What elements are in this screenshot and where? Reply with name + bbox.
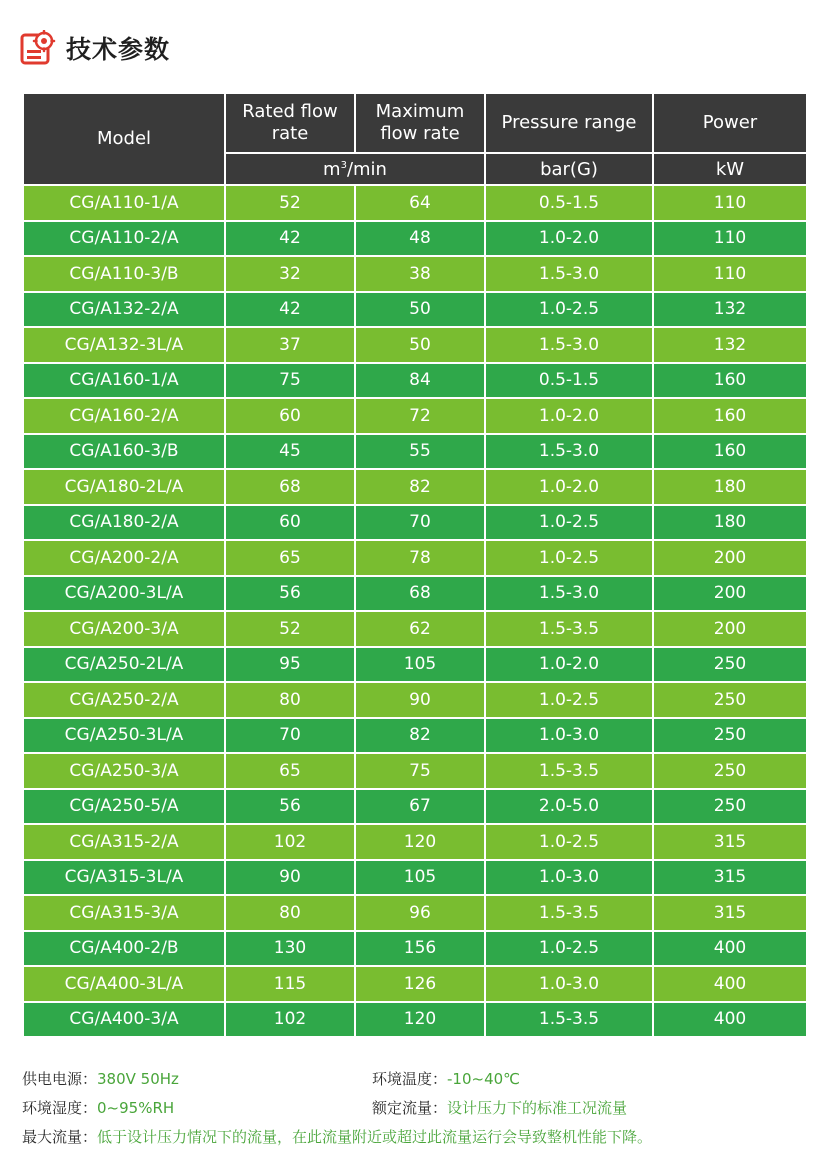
- cell-power: 110: [653, 256, 807, 292]
- cell-power: 200: [653, 576, 807, 612]
- table-row: [23, 540, 807, 576]
- cell-max: 82: [355, 718, 485, 754]
- table-row: [23, 292, 807, 328]
- cell-rated: 37: [225, 327, 355, 363]
- col-header-model: Model: [23, 93, 225, 185]
- cell-max: 64: [355, 185, 485, 221]
- cell-model: CG/A250-3/A: [23, 753, 225, 789]
- table-row: [23, 505, 807, 541]
- cell-rated: 52: [225, 611, 355, 647]
- table-row: [23, 682, 807, 718]
- cell-model: CG/A132-2/A: [23, 292, 225, 328]
- cell-model: CG/A200-3L/A: [23, 576, 225, 612]
- cell-max: 84: [355, 363, 485, 399]
- table-row: [23, 611, 807, 647]
- table-row: [23, 256, 807, 292]
- cell-rated: 102: [225, 824, 355, 860]
- cell-model: CG/A315-2/A: [23, 824, 225, 860]
- cell-power: 180: [653, 505, 807, 541]
- table-row: [23, 576, 807, 612]
- col-header-rated-flow-text: Rated flow rate: [242, 101, 338, 144]
- cell-model: CG/A250-2/A: [23, 682, 225, 718]
- cell-model: CG/A160-3/B: [23, 434, 225, 470]
- cell-model: CG/A180-2/A: [23, 505, 225, 541]
- cell-power: 315: [653, 824, 807, 860]
- cell-power: 315: [653, 860, 807, 896]
- section-header: [20, 28, 170, 68]
- cell-model: CG/A110-1/A: [23, 185, 225, 221]
- cell-rated: 90: [225, 860, 355, 896]
- spec-table: [22, 92, 808, 1038]
- cell-pressure: 1.0-2.0: [485, 469, 653, 505]
- cell-pressure: 1.0-2.0: [485, 221, 653, 257]
- unit-flow-sup: 3: [340, 159, 347, 171]
- cell-max: 96: [355, 895, 485, 931]
- note-rated-flow-label: 额定流量：: [372, 1099, 448, 1117]
- cell-max: 82: [355, 469, 485, 505]
- cell-pressure: 1.5-3.0: [485, 434, 653, 470]
- cell-pressure: 1.5-3.5: [485, 1002, 653, 1038]
- cell-rated: 42: [225, 292, 355, 328]
- unit-flow-base: m: [323, 158, 341, 180]
- cell-pressure: 1.5-3.5: [485, 611, 653, 647]
- cell-pressure: 1.5-3.0: [485, 327, 653, 363]
- cell-rated: 102: [225, 1002, 355, 1038]
- cell-max: 50: [355, 327, 485, 363]
- table-row: [23, 860, 807, 896]
- cell-pressure: 1.0-2.5: [485, 540, 653, 576]
- note-max-flow-label: 最大流量：: [22, 1128, 98, 1146]
- table-row: [23, 434, 807, 470]
- table-row: [23, 327, 807, 363]
- cell-model: CG/A400-3L/A: [23, 966, 225, 1002]
- table-row: [23, 753, 807, 789]
- cell-rated: 32: [225, 256, 355, 292]
- cell-max: 72: [355, 398, 485, 434]
- col-header-pressure: Pressure range: [485, 93, 653, 153]
- cell-power: 250: [653, 682, 807, 718]
- note-humidity-label: 环境湿度：: [22, 1099, 98, 1117]
- cell-pressure: 1.5-3.0: [485, 576, 653, 612]
- note-humidity: [22, 1097, 174, 1118]
- cell-max: 70: [355, 505, 485, 541]
- cell-max: 67: [355, 789, 485, 825]
- note-power-supply-value: 380V 50Hz: [97, 1070, 179, 1088]
- cell-pressure: 1.0-2.0: [485, 398, 653, 434]
- cell-model: CG/A200-2/A: [23, 540, 225, 576]
- cell-rated: 60: [225, 398, 355, 434]
- note-power-supply: [22, 1068, 179, 1089]
- cell-pressure: 1.0-3.0: [485, 966, 653, 1002]
- cell-power: 180: [653, 469, 807, 505]
- cell-max: 75: [355, 753, 485, 789]
- table-row: [23, 931, 807, 967]
- note-power-supply-label: 供电电源：: [22, 1070, 98, 1088]
- cell-rated: 130: [225, 931, 355, 967]
- cell-max: 48: [355, 221, 485, 257]
- cell-power: 250: [653, 789, 807, 825]
- cell-rated: 80: [225, 895, 355, 931]
- page-title: 技术参数: [66, 35, 171, 64]
- table-row: [23, 966, 807, 1002]
- col-header-max-flow: [355, 93, 485, 153]
- cell-power: 400: [653, 931, 807, 967]
- cell-power: 160: [653, 398, 807, 434]
- cell-max: 120: [355, 1002, 485, 1038]
- table-row: [23, 398, 807, 434]
- cell-max: 55: [355, 434, 485, 470]
- cell-power: 160: [653, 363, 807, 399]
- cell-power: 200: [653, 540, 807, 576]
- cell-model: CG/A315-3L/A: [23, 860, 225, 896]
- cell-power: 400: [653, 1002, 807, 1038]
- table-row: [23, 718, 807, 754]
- cell-power: 110: [653, 221, 807, 257]
- cell-rated: 70: [225, 718, 355, 754]
- note-rated-flow-value: 设计压力下的标准工况流量: [447, 1099, 628, 1117]
- cell-power: 132: [653, 292, 807, 328]
- cell-power: 250: [653, 718, 807, 754]
- cell-rated: 95: [225, 647, 355, 683]
- cell-pressure: 0.5-1.5: [485, 185, 653, 221]
- settings-document-icon: [20, 30, 56, 66]
- cell-max: 126: [355, 966, 485, 1002]
- cell-model: CG/A400-2/B: [23, 931, 225, 967]
- cell-rated: 65: [225, 753, 355, 789]
- cell-rated: 75: [225, 363, 355, 399]
- cell-rated: 45: [225, 434, 355, 470]
- cell-power: 160: [653, 434, 807, 470]
- cell-rated: 56: [225, 576, 355, 612]
- cell-model: CG/A400-3/A: [23, 1002, 225, 1038]
- cell-model: CG/A250-3L/A: [23, 718, 225, 754]
- cell-power: 250: [653, 647, 807, 683]
- cell-model: CG/A110-3/B: [23, 256, 225, 292]
- table-row: [23, 895, 807, 931]
- unit-pressure: bar(G): [485, 153, 653, 185]
- note-max-flow: [22, 1126, 652, 1147]
- table-row: [23, 221, 807, 257]
- cell-model: CG/A132-3L/A: [23, 327, 225, 363]
- table-row: [23, 363, 807, 399]
- cell-model: CG/A180-2L/A: [23, 469, 225, 505]
- note-humidity-value: 0~95%RH: [97, 1099, 175, 1117]
- table-row: [23, 647, 807, 683]
- col-header-power: Power: [653, 93, 807, 153]
- cell-power: 250: [653, 753, 807, 789]
- cell-rated: 65: [225, 540, 355, 576]
- cell-max: 78: [355, 540, 485, 576]
- col-header-max-flow-text: Maximum flow rate: [375, 101, 465, 144]
- cell-rated: 115: [225, 966, 355, 1002]
- cell-rated: 68: [225, 469, 355, 505]
- cell-model: CG/A250-5/A: [23, 789, 225, 825]
- cell-pressure: 2.0-5.0: [485, 789, 653, 825]
- cell-power: 400: [653, 966, 807, 1002]
- cell-model: CG/A160-2/A: [23, 398, 225, 434]
- cell-max: 105: [355, 647, 485, 683]
- cell-power: 315: [653, 895, 807, 931]
- cell-power: 110: [653, 185, 807, 221]
- cell-pressure: 1.0-3.0: [485, 718, 653, 754]
- cell-pressure: 1.0-2.0: [485, 647, 653, 683]
- cell-pressure: 1.0-2.5: [485, 682, 653, 718]
- cell-max: 90: [355, 682, 485, 718]
- table-row: [23, 789, 807, 825]
- note-max-flow-value: 低于设计压力情况下的流量，在此流量附近或超过此流量运行会导致整机性能下降。: [97, 1128, 653, 1146]
- note-rated-flow: [372, 1097, 627, 1118]
- cell-pressure: 1.0-2.5: [485, 824, 653, 860]
- cell-pressure: 1.0-2.5: [485, 505, 653, 541]
- cell-pressure: 1.0-3.0: [485, 860, 653, 896]
- cell-max: 68: [355, 576, 485, 612]
- cell-rated: 52: [225, 185, 355, 221]
- unit-flow: [225, 153, 485, 185]
- note-ambient-temp: [372, 1068, 520, 1089]
- cell-max: 156: [355, 931, 485, 967]
- cell-model: CG/A200-3/A: [23, 611, 225, 647]
- cell-power: 200: [653, 611, 807, 647]
- cell-pressure: 1.5-3.5: [485, 895, 653, 931]
- cell-power: 132: [653, 327, 807, 363]
- cell-max: 120: [355, 824, 485, 860]
- table-row: [23, 824, 807, 860]
- cell-max: 38: [355, 256, 485, 292]
- cell-pressure: 1.5-3.5: [485, 753, 653, 789]
- cell-model: CG/A110-2/A: [23, 221, 225, 257]
- cell-pressure: 0.5-1.5: [485, 363, 653, 399]
- cell-model: CG/A250-2L/A: [23, 647, 225, 683]
- cell-rated: 56: [225, 789, 355, 825]
- col-header-rated-flow: [225, 93, 355, 153]
- unit-power: kW: [653, 153, 807, 185]
- cell-rated: 80: [225, 682, 355, 718]
- cell-pressure: 1.0-2.5: [485, 931, 653, 967]
- cell-rated: 42: [225, 221, 355, 257]
- note-ambient-temp-label: 环境温度：: [372, 1070, 448, 1088]
- table-row: [23, 469, 807, 505]
- cell-max: 105: [355, 860, 485, 896]
- cell-model: CG/A160-1/A: [23, 363, 225, 399]
- cell-pressure: 1.5-3.0: [485, 256, 653, 292]
- note-ambient-temp-value: -10~40℃: [447, 1070, 521, 1088]
- cell-model: CG/A315-3/A: [23, 895, 225, 931]
- table-row: [23, 1002, 807, 1038]
- cell-rated: 60: [225, 505, 355, 541]
- table-row: [23, 185, 807, 221]
- cell-pressure: 1.0-2.5: [485, 292, 653, 328]
- cell-max: 50: [355, 292, 485, 328]
- cell-max: 62: [355, 611, 485, 647]
- unit-flow-tail: /min: [346, 158, 387, 180]
